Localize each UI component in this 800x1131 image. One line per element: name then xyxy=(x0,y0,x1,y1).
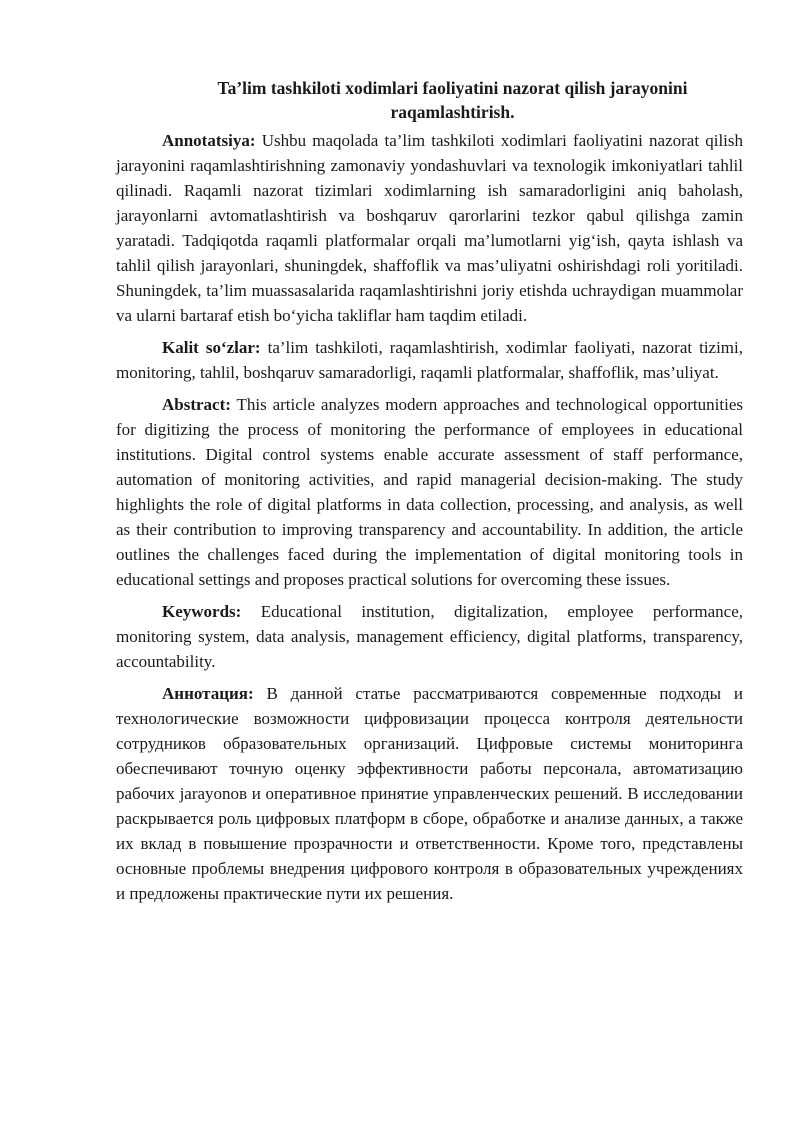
annotatsiya-paragraph xyxy=(116,128,743,328)
annotaciya-ru-paragraph xyxy=(116,681,743,906)
kalit-sozlar-label: Kalit so‘zlar: xyxy=(162,338,261,357)
abstract-paragraph xyxy=(116,392,743,592)
document-page xyxy=(116,76,743,913)
kalit-sozlar-paragraph xyxy=(116,335,743,385)
annotaciya-ru-label: Аннотация: xyxy=(162,684,254,703)
paper-title: Ta’lim tashkiloti xodimlari faoliyatini nazorat qilish jarayonini raqamlashtirish. xyxy=(217,78,688,122)
keywords-paragraph xyxy=(116,599,743,674)
keywords-text: Educational institution, digitalization, employee performance, monitoring system, data analysis, management efficiency, digital platforms, transparency, accountability. xyxy=(116,602,743,671)
abstract-text: This article analyzes modern approaches and technological opportunities for digitizing the process of monitoring the performance of employees in educational institutions. Digital control systems enable accurate assessment of staff performance, automation of monitoring activities, and rapid managerial decision-making. The study highlights the role of digital platforms in data collection, processing, and analysis, as well as their contribution to improving transparency and accountability. In addition, the article outlines the challenges faced during the implementation of digital monitoring tools in educational settings and proposes practical solutions for overcoming these issues. xyxy=(116,395,743,589)
keywords-label: Keywords: xyxy=(162,602,242,621)
annotatsiya-label: Annotatsiya: xyxy=(162,131,256,150)
kalit-sozlar-text: ta’lim tashkiloti, raqamlashtirish, xodimlar faoliyati, nazorat tizimi, monitoring, tahlil, boshqaruv samaradorligi, raqamli platformalar, shaffoflik, mas’uliyat. xyxy=(116,338,744,382)
annotatsiya-text: Ushbu maqolada ta’lim tashkiloti xodimlari faoliyatini nazorat qilish jarayonini raqamlashtirishning zamonaviy yondashuvlari va texnologik imkoniyatlari tahlil qilinadi. Raqamli nazorat tizimlari xodimlarning ish samaradorligini aniq baholash, jarayonlarni avtomatlashtirish va boshqaruv qarorlarini tezkor qabul qilishga zamin yaratadi. Tadqiqotda raqamli platformalar orqali ma’lumotlarni yig‘ish, qayta ishlash va tahlil qilish jarayonlari, shuningdek, shaffoflik va mas’uliyatni oshirishdagi roli yoritiladi. Shuningdek, ta’lim muassasalarida raqamlashtirishni joriy etishda uchraydigan muammolar va ularni bartaraf etish bo‘yicha takliflar ham taqdim etiladi. xyxy=(116,131,744,325)
annotaciya-ru-text: В данной статье рассматриваются современные подходы и технологические возможности цифровизации процесса контроля деятельности сотрудников образовательных организаций. Цифровые системы мониторинга обеспечивают точную оценку эффективности работы персонала, автоматизацию рабочих jarayonов и оперативное принятие управленческих решений. В исследовании раскрывается роль цифровых платформ в сборе, обработке и анализе данных, а также их вклад в повышение прозрачности и ответственности. Кроме того, представлены основные проблемы внедрения цифрового контроля в образовательных учреждениях и предложены практические пути их решения. xyxy=(116,684,743,903)
abstract-label: Abstract: xyxy=(162,395,231,414)
